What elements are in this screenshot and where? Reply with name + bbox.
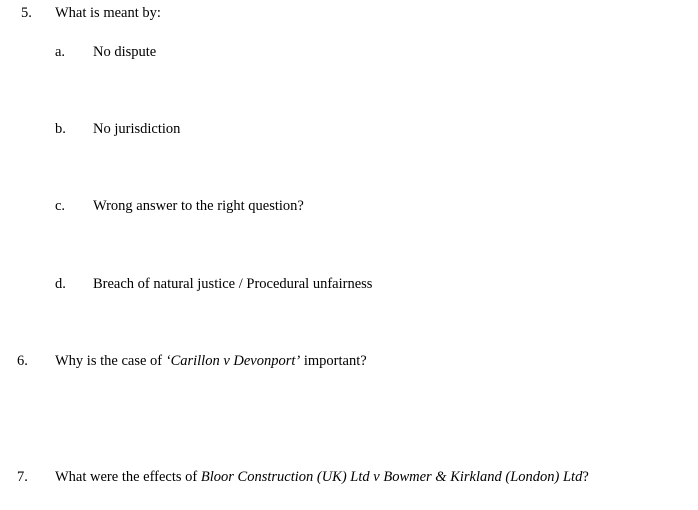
question-6-text-before: Why is the case of	[55, 353, 166, 369]
question-5d-text: Breach of natural justice / Procedural unfairness	[93, 276, 373, 292]
question-5-number: 5.	[21, 5, 32, 21]
question-7-text-before: What were the effects of	[55, 469, 201, 485]
question-5b-letter: b.	[55, 121, 66, 137]
question-5-text: What is meant by:	[55, 5, 161, 21]
question-5a-letter: a.	[55, 44, 66, 60]
question-5d-letter: d.	[55, 276, 66, 292]
question-5a-text: No dispute	[93, 44, 157, 60]
question-7-text	[55, 468, 589, 486]
question-7-number: 7.	[17, 469, 28, 485]
question-6-text	[55, 352, 367, 370]
question-6-number: 6.	[17, 353, 28, 369]
question-6-case-name: ‘Carillon v Devonport’	[165, 353, 301, 369]
question-7-case-name: Bloor Construction (UK) Ltd v Bowmer & Kirkland (London) Ltd	[200, 469, 583, 485]
question-7-text-after: ?	[582, 469, 589, 485]
question-5b-text: No jurisdiction	[93, 121, 181, 137]
question-5c-letter: c.	[55, 198, 66, 214]
question-5c-text: Wrong answer to the right question?	[93, 198, 304, 214]
question-6-text-after: important?	[300, 353, 367, 369]
